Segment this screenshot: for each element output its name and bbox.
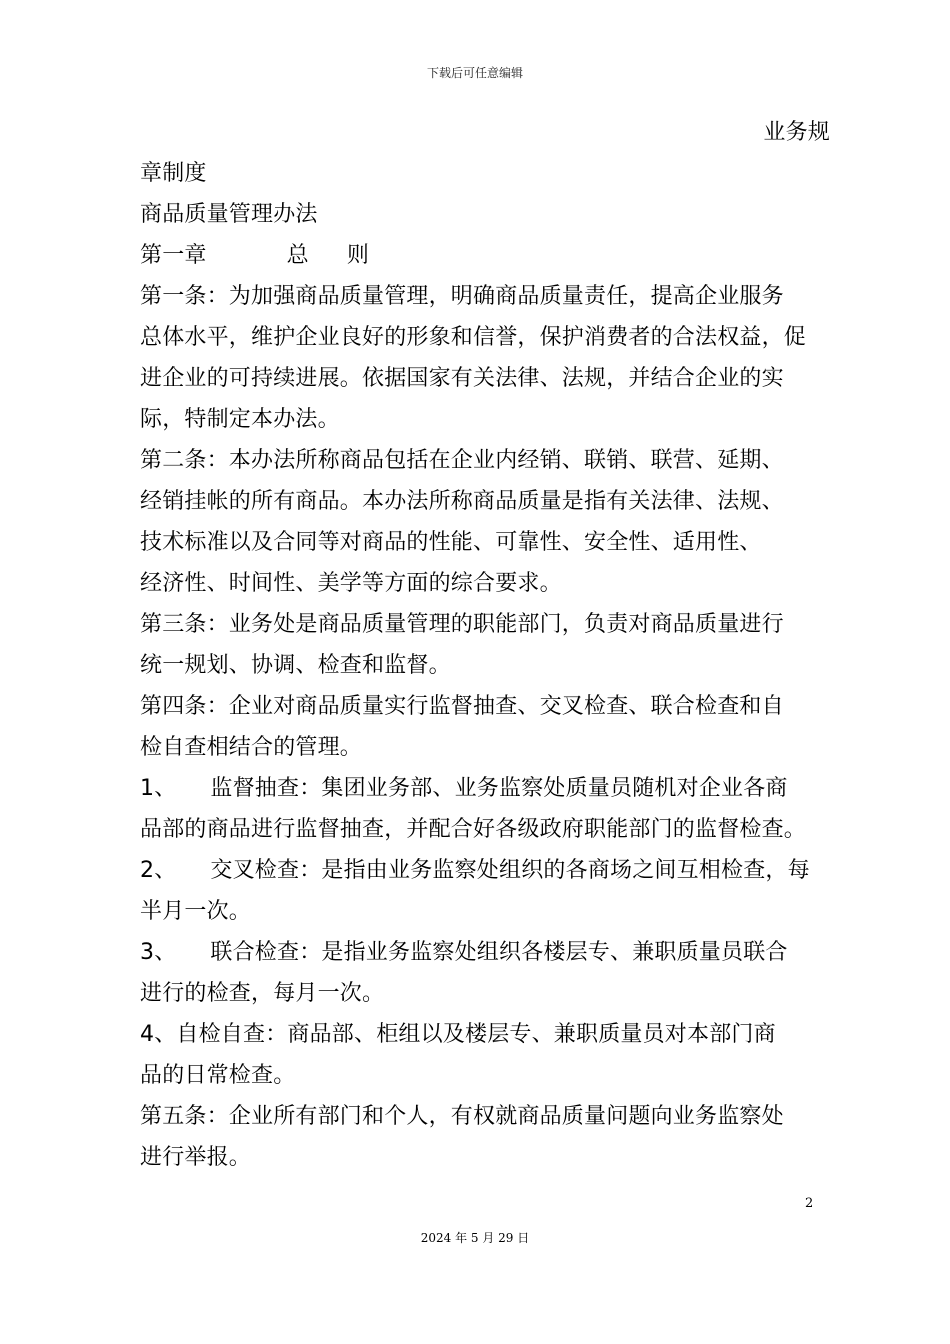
list-item-number: 1、 [140,776,177,801]
article-5-line1: 第五条：企业所有部门和个人，有权就商品质量问题向业务监察处 [140,1104,784,1129]
text-line: 第一条：为加强商品质量管理，明确商品质量责任，提高企业服务 [140,284,784,309]
list-item-4-line2: 品的日常检查。 [140,1063,296,1088]
page-number: 2 [805,1196,814,1211]
text-line: 第四条：企业对商品质量实行监督抽查、交叉检查、联合检查和自 [140,694,784,719]
list-item-first-line [140,768,830,809]
doc-subtitle: 商品质量管理办法 [140,202,318,227]
list-item-number: 2、 [140,858,177,883]
chapter-name-2: 则 [346,243,370,268]
article-5-line2: 进行举报。 [140,1145,252,1170]
text-line: 检自查相结合的管理。 [140,735,363,760]
text-line: 经济性、时间性、美学等方面的综合要求。 [140,571,562,596]
text-line: 际，特制定本办法。 [140,407,340,432]
list-item-continuation: 品部的商品进行监督抽查，并配合好各级政府职能部门的监督检查。 [140,817,807,842]
list-item-text: 联合检查：是指业务监察处组织各楼层专、兼职质量员联合 [210,940,788,965]
text-line: 总体水平，维护企业良好的形象和信誉，保护消费者的合法权益，促 [140,325,807,350]
list-item-first-line [140,932,830,973]
doc-title-part2: 章制度 [140,161,207,186]
text-line: 技术标准以及合同等对商品的性能、可靠性、安全性、适用性、 [140,530,762,555]
chapter-heading [140,235,830,276]
list-item-text: 监督抽查：集团业务部、业务监察处质量员随机对企业各商 [210,776,788,801]
list-item-continuation: 进行的检查，每月一次。 [140,981,385,1006]
list-item-number: 3、 [140,940,177,965]
text-line: 第三条：业务处是商品质量管理的职能部门，负责对商品质量进行 [140,612,784,637]
page-footer-date: 2024 年 5 月 29 日 [420,1231,530,1245]
document-body [140,112,830,1178]
list-item-text: 交叉检查：是指由业务监察处组织的各商场之间互相检查，每 [210,858,810,883]
list-item-continuation: 半月一次。 [140,899,252,924]
text-line: 统一规划、协调、检查和监督。 [140,653,451,678]
text-line: 经销挂帐的所有商品。本办法所称商品质量是指有关法律、法规、 [140,489,784,514]
chapter-name-1: 总 [286,243,309,268]
doc-title-part1: 业务规 [763,120,830,145]
text-line: 第二条：本办法所称商品包括在企业内经销、联销、联营、延期、 [140,448,784,473]
text-line: 进企业的可持续进展。依据国家有关法律、法规，并结合企业的实 [140,366,784,391]
list-item-4-line1: 4、自检自查：商品部、柜组以及楼层专、兼职质量员对本部门商 [140,1022,776,1047]
chapter-number: 第一章 [140,243,207,268]
page-header: 下载后可任意编辑 [426,66,523,80]
list-item-first-line [140,850,830,891]
